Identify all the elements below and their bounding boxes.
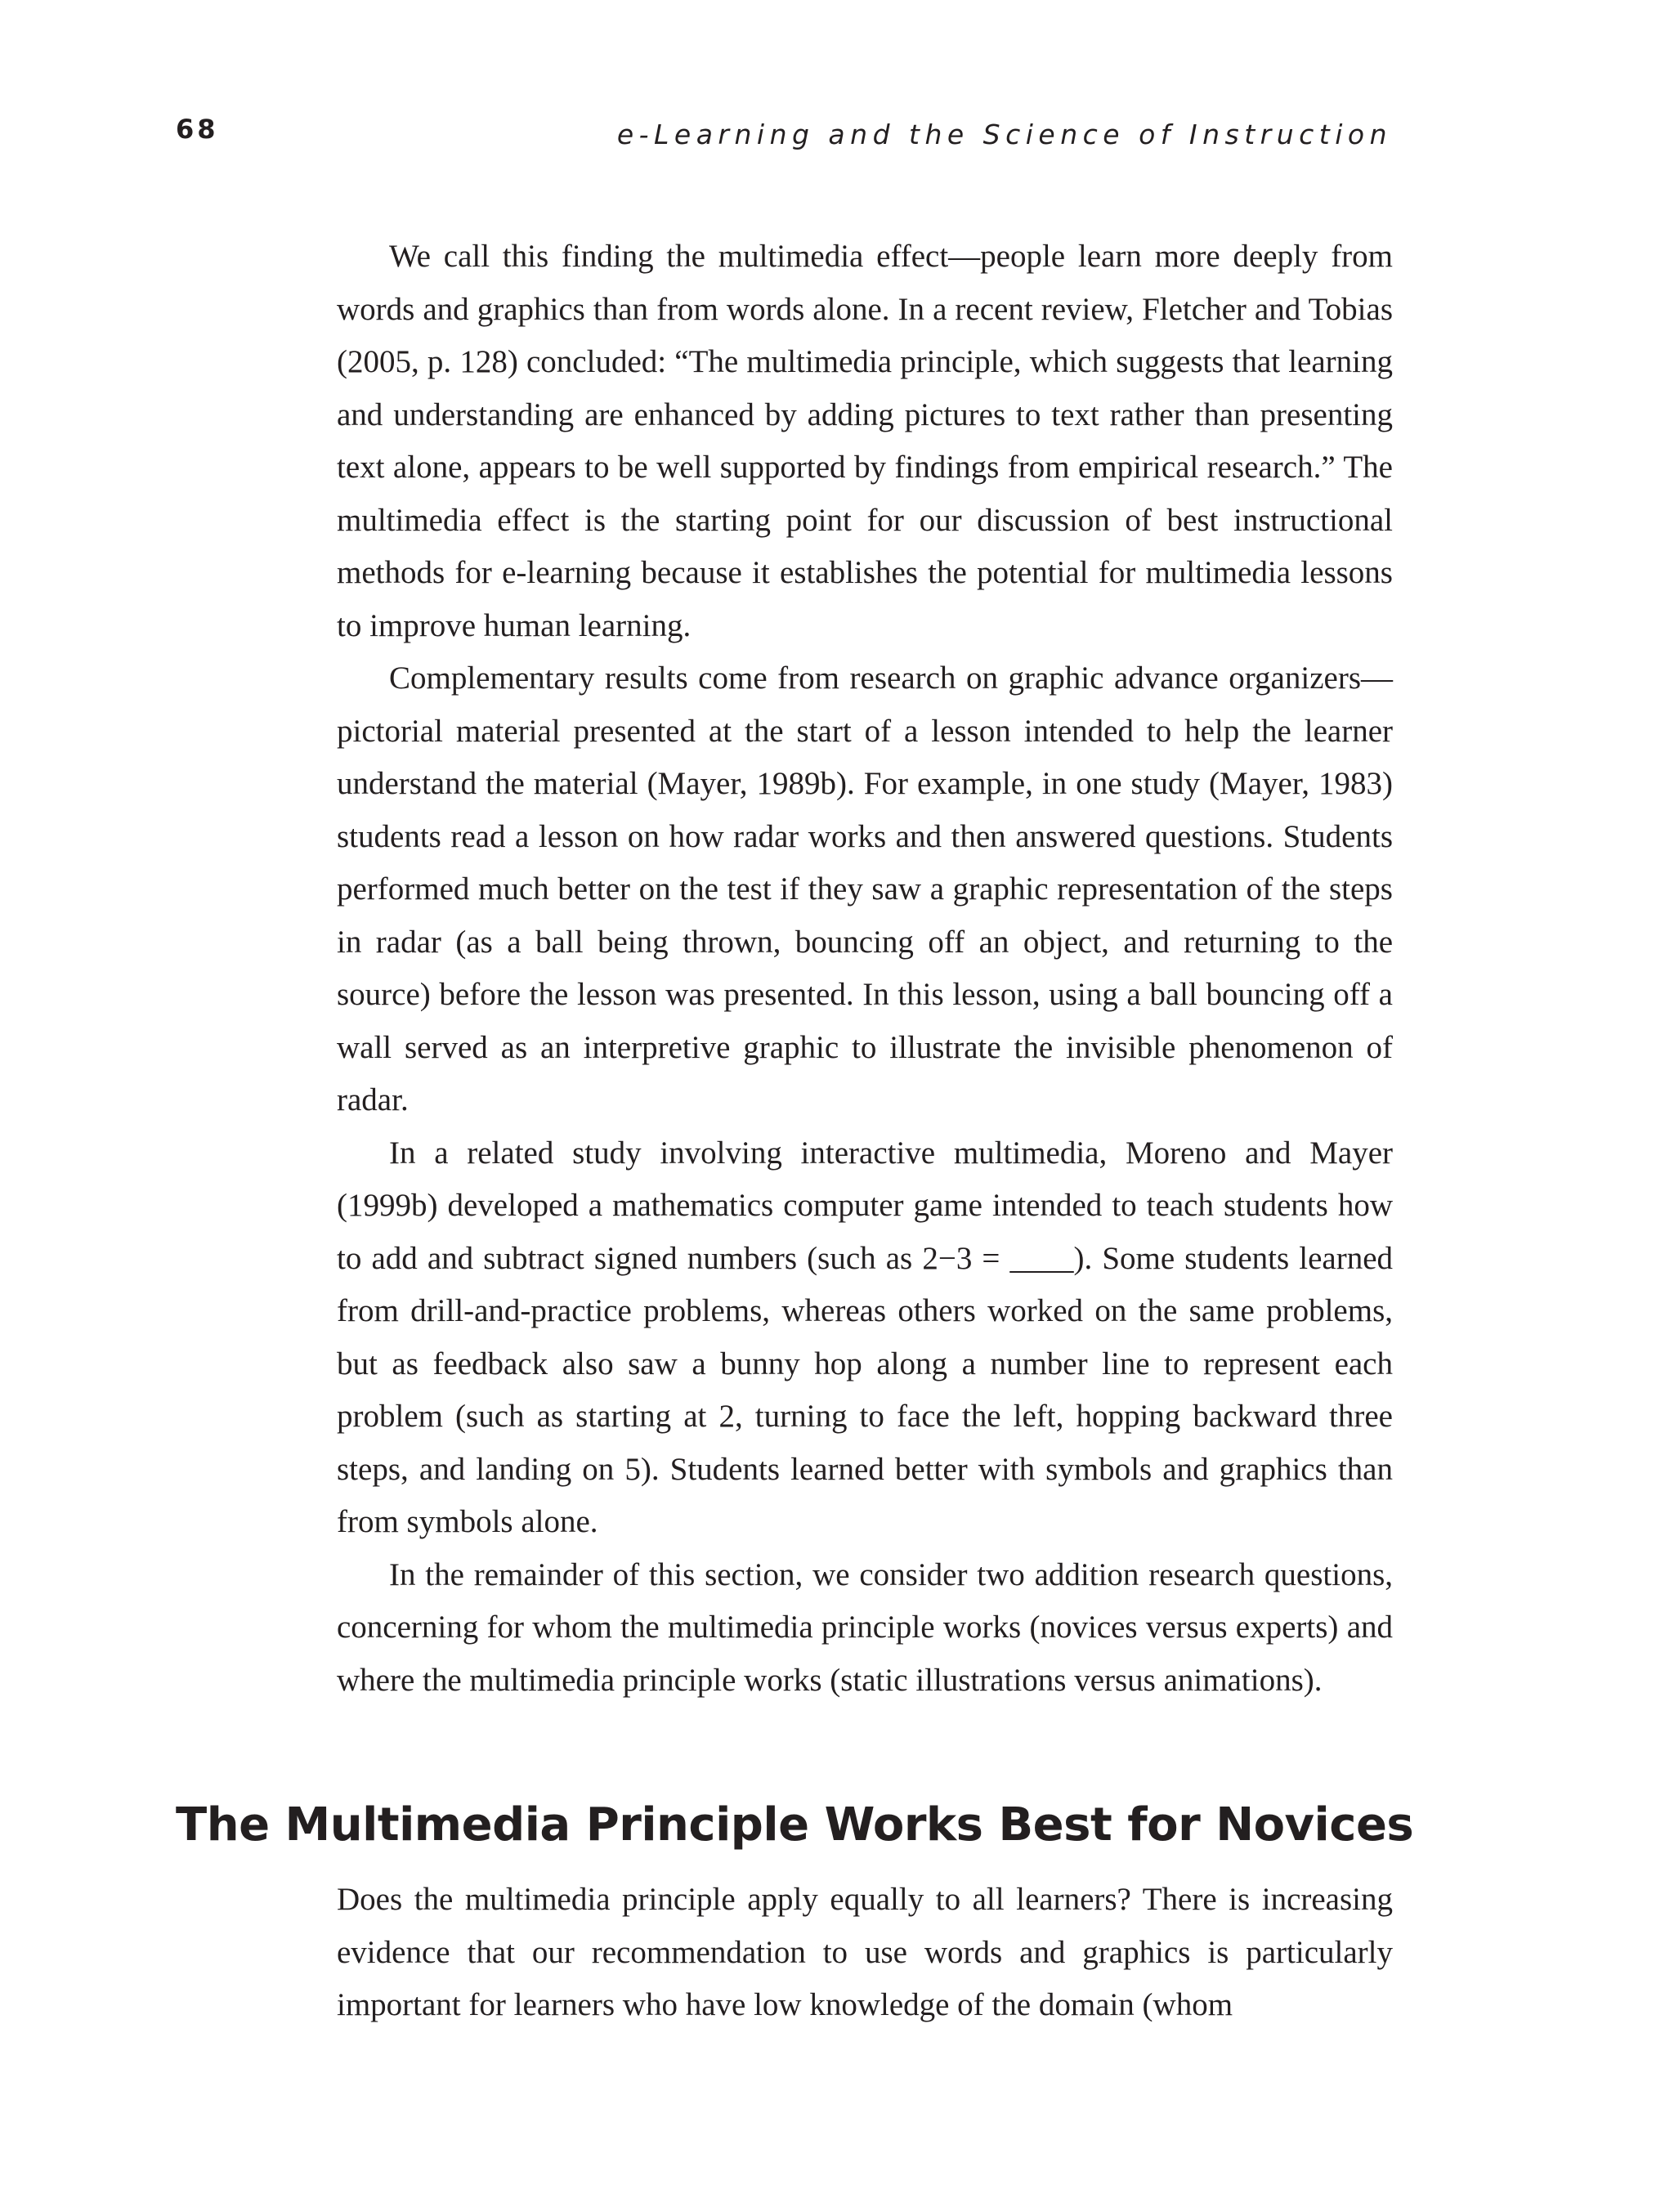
page-number: 68 [176,114,219,145]
running-head: e-Learning and the Science of Instruction [616,119,1392,150]
paragraph-section-remainder: In the remainder of this section, we consider two addition research questions, concerning for whom the multimedia principle works (novices versus experts) and where the multimedia principle works (static illustrations versus animations). [337,1556,1393,1698]
paragraph-advance-organizers: Complementary results come from research on graphic advance organizers—pictorial material presented at the start of a lesson intended to help the learner understand the material (Mayer, 1989b). For example, in one study (Mayer, 1983) students read a lesson on how radar works and then answered questions. Students performed much better on the test if they saw a graphic representation of the steps in radar (as a ball being thrown, bouncing off an object, and returning to the source) before the lesson was presented. In this lesson, using a ball bouncing off a wall served as an interpretive graphic to illustrate the invisible phenomenon of radar. [337,660,1393,1117]
section-body-text [337,1874,1393,2032]
paragraph-interactive-multimedia: In a related study involving interactive multimedia, Moreno and Mayer (1999b) developed a mathematics computer game intended to teach students how to add and subtract signed numbers (such as 2−3 = ____). Some students learned from drill-and-practice problems, whereas others worked on the same problems, but as feedback also saw a bunny hop along a number line to represent each problem (such as starting at 2, turning to face the left, hopping backward three steps, and landing on 5). Students learned better with symbols and graphics than from symbols alone. [337,1135,1393,1539]
section-heading: The Multimedia Principle Works Best for Novices [176,1798,1414,1852]
paragraph-multimedia-effect: We call this finding the multimedia effect—people learn more deeply from words and graphics than from words alone. In a recent review, Fletcher and Tobias (2005, p. 128) concluded: “The multimedia principle, which suggests that learning and understanding are enhanced by adding pictures to text rather than presenting text alone, appears to be well supported by findings from empirical research.” The multimedia effect is the starting point for our discussion of best instructional methods for e-learning because it establishes the potential for multimedia lessons to improve human learning. [337,239,1393,643]
paragraph-novices: Does the multimedia principle apply equally to all learners? There is increasing evidence that our recommendation to use words and graphics is particularly important for learners who have low knowledge of the domain (whom [337,1882,1393,2022]
body-text [337,231,1393,1707]
